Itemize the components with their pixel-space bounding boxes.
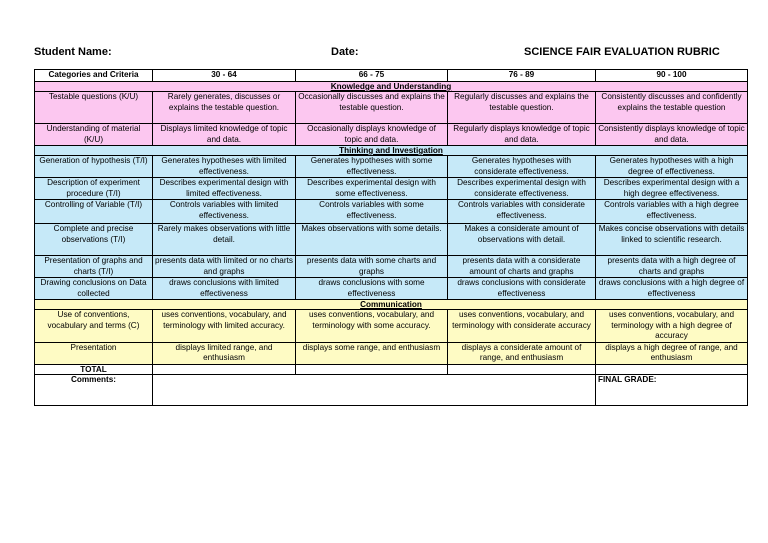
section-title: Communication	[35, 300, 748, 310]
rubric-cell: draws conclusions with a high degree of effectiveness	[596, 278, 748, 300]
rubric-cell: Describes experimental design with some effectiveness.	[296, 178, 448, 200]
rubric-cell: presents data with a high degree of charts and graphs	[596, 256, 748, 278]
rubric-cell: presents data with some charts and graphs	[296, 256, 448, 278]
criteria-cell: Description of experiment procedure (T/I)	[35, 178, 153, 200]
column-header: 30 - 64	[153, 70, 296, 82]
criteria-cell: Testable questions (K/U)	[35, 92, 153, 124]
rubric-header	[34, 46, 749, 62]
rubric-cell: Occasionally discusses and explains the testable question.	[296, 92, 448, 124]
section-row-knowledge	[35, 82, 748, 92]
table-row	[35, 200, 748, 224]
rubric-cell: draws conclusions with limited effectiveness	[153, 278, 296, 300]
rubric-cell: Regularly discusses and explains the testable question.	[448, 92, 596, 124]
rubric-cell: Makes observations with some details.	[296, 224, 448, 256]
section-title: Thinking and Investigation	[35, 146, 748, 156]
section-row-communication	[35, 300, 748, 310]
rubric-cell: Regularly displays knowledge of topic and data.	[448, 124, 596, 146]
rubric-cell: displays limited range, and enthusiasm	[153, 342, 296, 364]
total-cell[interactable]	[296, 364, 448, 374]
rubric-cell: uses conventions, vocabulary, and terminology with a high degree of accuracy	[596, 310, 748, 343]
total-cell[interactable]	[448, 364, 596, 374]
rubric-cell: Generates hypotheses with considerate effectiveness.	[448, 156, 596, 178]
rubric-cell: Generates hypotheses with a high degree of effectiveness.	[596, 156, 748, 178]
rubric-cell: Generates hypotheses with some effectiveness.	[296, 156, 448, 178]
criteria-cell: Presentation of graphs and charts (T/I)	[35, 256, 153, 278]
rubric-table	[34, 69, 748, 406]
rubric-cell: uses conventions, vocabulary, and terminology with some accuracy.	[296, 310, 448, 343]
table-row	[35, 92, 748, 124]
rubric-cell: Occasionally displays knowledge of topic and data.	[296, 124, 448, 146]
rubric-cell: displays some range, and enthusiasm	[296, 342, 448, 364]
section-row-thinking	[35, 146, 748, 156]
page-title: SCIENCE FAIR EVALUATION RUBRIC	[524, 46, 720, 58]
table-row	[35, 156, 748, 178]
rubric-cell: Consistently displays knowledge of topic and data.	[596, 124, 748, 146]
table-row	[35, 342, 748, 364]
column-header: Categories and Criteria	[35, 70, 153, 82]
rubric-cell: Describes experimental design with limited effectiveness.	[153, 178, 296, 200]
column-header: 90 - 100	[596, 70, 748, 82]
rubric-cell: Controls variables with limited effectiveness.	[153, 200, 296, 224]
rubric-cell: Generates hypotheses with limited effectiveness.	[153, 156, 296, 178]
rubric-cell: draws conclusions with considerate effectiveness	[448, 278, 596, 300]
section-title: Knowledge and Understanding	[35, 82, 748, 92]
column-header: 66 - 75	[296, 70, 448, 82]
rubric-cell: Controls variables with some effectiveness.	[296, 200, 448, 224]
rubric-cell: Displays limited knowledge of topic and data.	[153, 124, 296, 146]
rubric-cell: presents data with limited or no charts and graphs	[153, 256, 296, 278]
rubric-cell: draws conclusions with some effectiveness	[296, 278, 448, 300]
rubric-cell: Describes experimental design with a high degree effectiveness.	[596, 178, 748, 200]
column-header-row	[35, 70, 748, 82]
rubric-cell: Makes a considerate amount of observations with detail.	[448, 224, 596, 256]
rubric-cell: Controls variables with a high degree effectiveness.	[596, 200, 748, 224]
rubric-cell: Rarely generates, discusses or explains the testable question.	[153, 92, 296, 124]
criteria-cell: Generation of hypothesis (T/I)	[35, 156, 153, 178]
criteria-cell: Presentation	[35, 342, 153, 364]
criteria-cell: Drawing conclusions on Data collected	[35, 278, 153, 300]
criteria-cell: Complete and precise observations (T/I)	[35, 224, 153, 256]
rubric-cell: Controls variables with considerate effectiveness.	[448, 200, 596, 224]
criteria-cell: Understanding of material (K/U)	[35, 124, 153, 146]
comments-label: Comments:	[35, 374, 153, 405]
criteria-cell: Use of conventions, vocabulary and terms (C)	[35, 310, 153, 343]
table-row	[35, 256, 748, 278]
rubric-cell: presents data with a considerate amount of charts and graphs	[448, 256, 596, 278]
date-label: Date:	[331, 46, 359, 58]
total-row	[35, 364, 748, 374]
rubric-cell: displays a considerate amount of range, and enthusiasm	[448, 342, 596, 364]
comments-row	[35, 374, 748, 405]
rubric-cell: uses conventions, vocabulary, and terminology with considerate accuracy	[448, 310, 596, 343]
table-row	[35, 278, 748, 300]
rubric-cell: Describes experimental design with considerate effectiveness.	[448, 178, 596, 200]
total-cell[interactable]	[596, 364, 748, 374]
table-row	[35, 224, 748, 256]
student-name-label: Student Name:	[34, 46, 112, 58]
total-cell[interactable]	[153, 364, 296, 374]
rubric-cell: Consistently discusses and confidently explains the testable question	[596, 92, 748, 124]
total-label: TOTAL	[35, 364, 153, 374]
column-header: 76 - 89	[448, 70, 596, 82]
comments-field[interactable]	[153, 374, 596, 405]
table-row	[35, 310, 748, 343]
rubric-cell: uses conventions, vocabulary, and terminology with limited accuracy.	[153, 310, 296, 343]
rubric-cell: Rarely makes observations with little detail.	[153, 224, 296, 256]
rubric-cell: Makes concise observations with details linked to scientific research.	[596, 224, 748, 256]
table-row	[35, 178, 748, 200]
criteria-cell: Controlling of Variable (T/I)	[35, 200, 153, 224]
final-grade-label: FINAL GRADE:	[596, 374, 748, 405]
rubric-cell: displays a high degree of range, and enthusiasm	[596, 342, 748, 364]
table-row	[35, 124, 748, 146]
